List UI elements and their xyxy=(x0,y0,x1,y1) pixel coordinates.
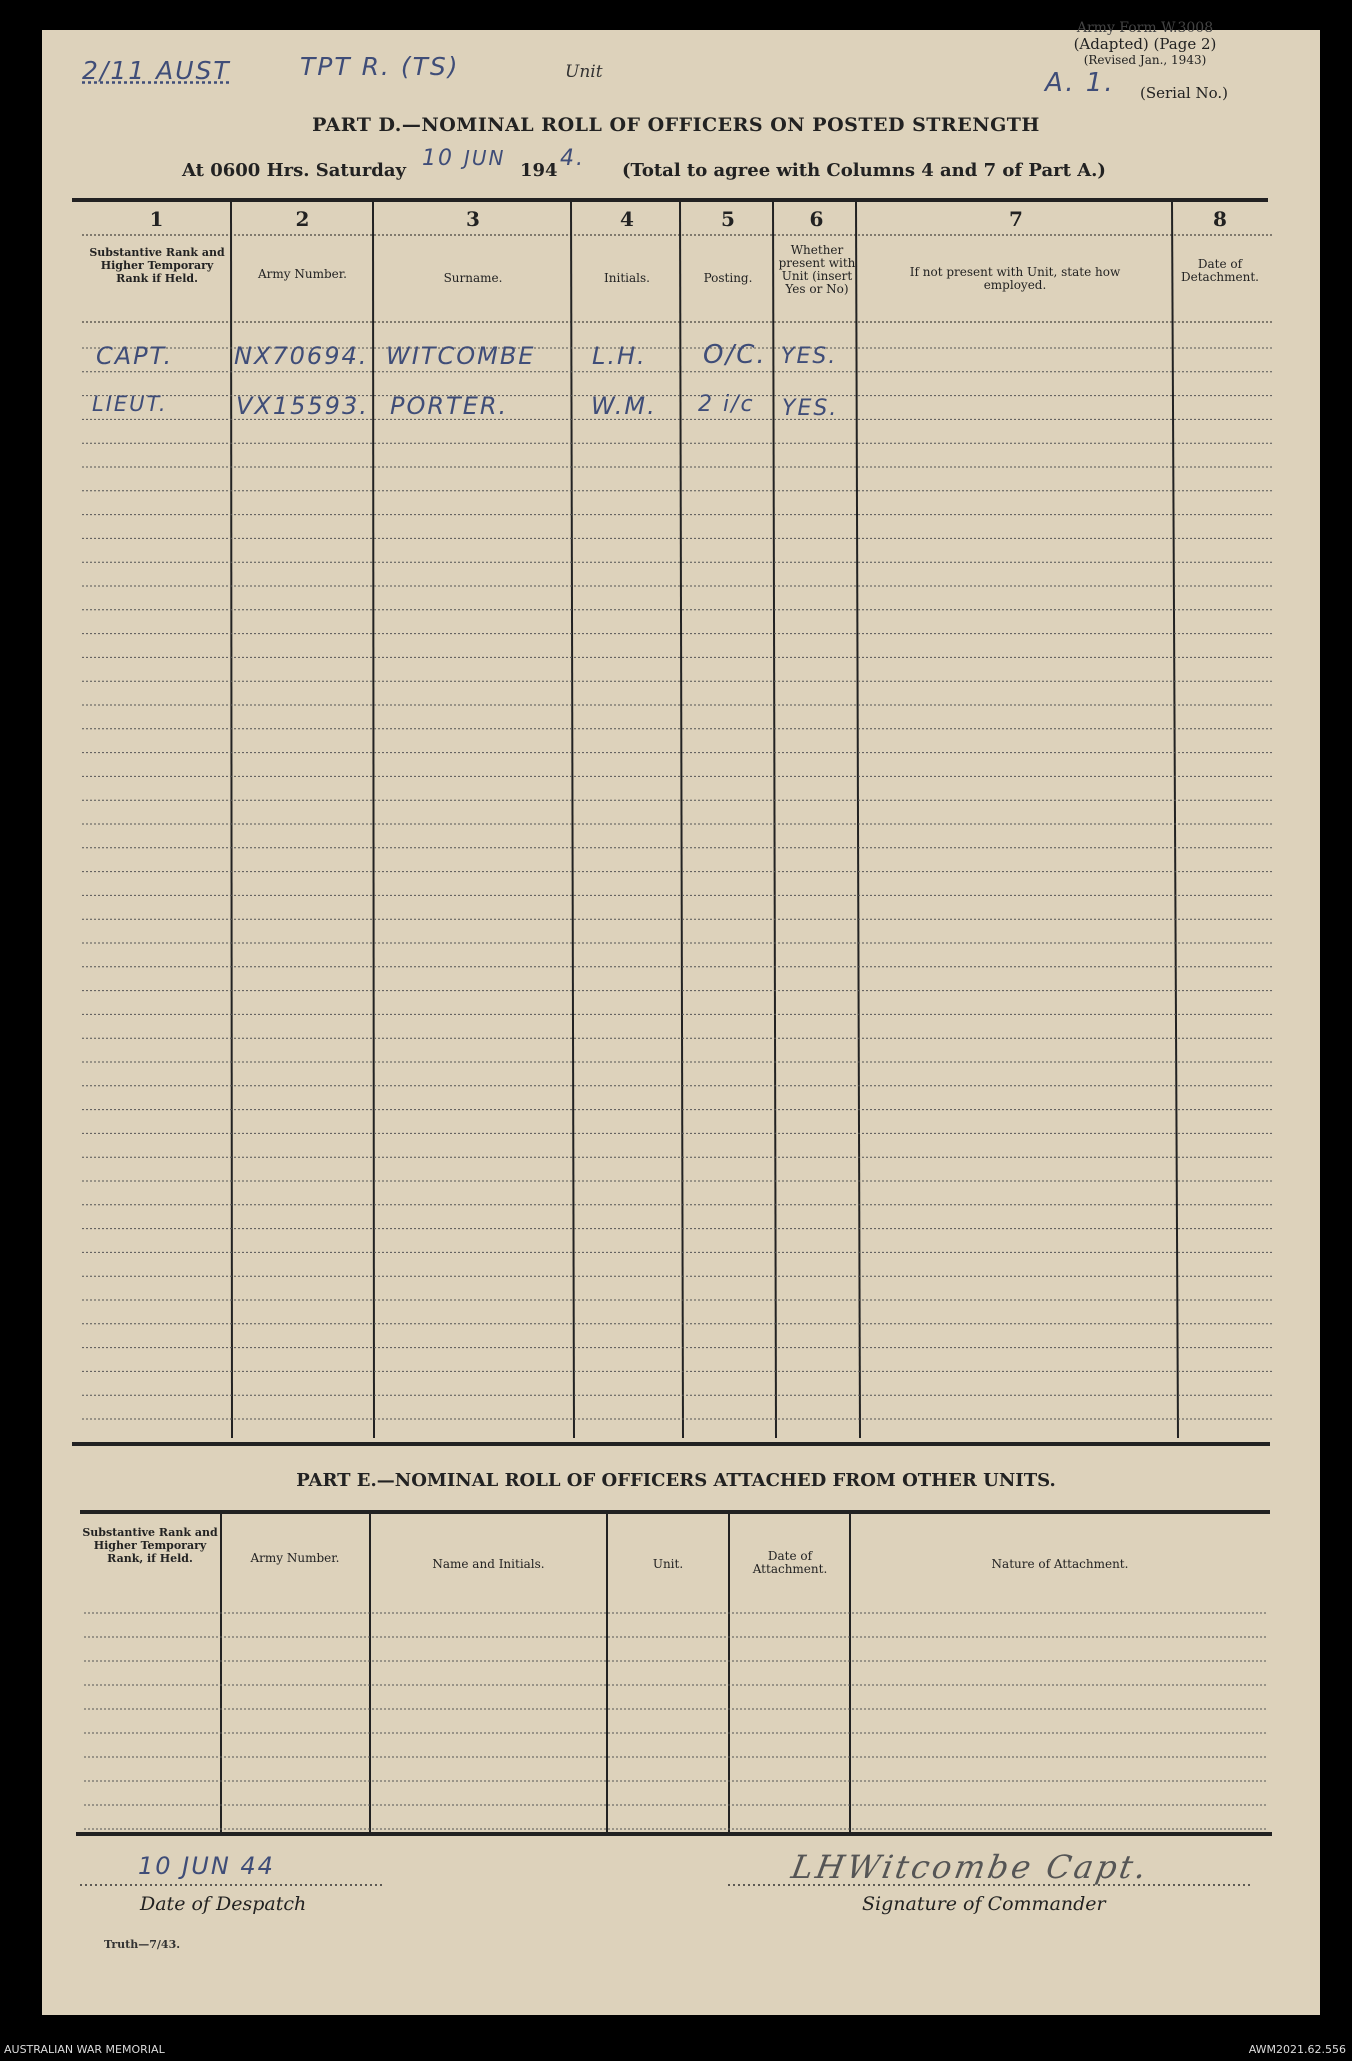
row-2-initials: W.M. xyxy=(591,392,657,420)
row-1-posting: O/C. xyxy=(703,340,767,370)
row-1-surname: WITCOMBE xyxy=(386,342,536,370)
col-2-number: 2 xyxy=(295,207,310,231)
col-6-header: Whether present with Unit (insert Yes or No) xyxy=(778,243,856,296)
col-8-header: Date of Detachment. xyxy=(1181,257,1259,284)
row-1-present: YES. xyxy=(781,344,838,369)
unit-label: Unit xyxy=(565,62,603,82)
date-month: JUN xyxy=(464,146,506,170)
row-2-posting: 2 i/c xyxy=(698,392,755,417)
part-e-col-4-header: Unit. xyxy=(652,1557,684,1571)
row-2-rank: LIEUT. xyxy=(92,392,168,416)
col-7-header: If not present with Unit, state how employed. xyxy=(909,265,1121,292)
form-number: Army Form W.3008 xyxy=(1076,20,1214,36)
row-2-present: YES. xyxy=(782,396,839,421)
signature-label: Signature of Commander xyxy=(862,1893,1106,1915)
col-7-number: 7 xyxy=(1009,207,1023,231)
part-e-col-3-header: Name and Initials. xyxy=(432,1557,545,1571)
despatch-label: Date of Despatch xyxy=(140,1893,307,1915)
date-year-prefix: 194 xyxy=(520,160,558,181)
commander-signature: LHWitcombe Capt. xyxy=(788,1848,1153,1886)
part-d-title: PART D.—NOMINAL ROLL OF OFFICERS ON POSTED STRENGTH xyxy=(312,114,1040,136)
part-e-col-5-header: Date of Attachment. xyxy=(752,1549,828,1576)
part-e-col-2-header: Army Number. xyxy=(250,1551,340,1565)
unit-handwritten-b: TPT R. (TS) xyxy=(300,52,460,81)
col-4-number: 4 xyxy=(620,207,634,231)
col-6-number: 6 xyxy=(809,207,824,231)
archive-reference: AWM2021.62.556 xyxy=(1248,2043,1346,2056)
date-prefix: At 0600 Hrs. Saturday xyxy=(182,160,407,181)
serial-label: (Serial No.) xyxy=(1140,84,1228,102)
part-e-title: PART E.—NOMINAL ROLL OF OFFICERS ATTACHED FROM OTHER UNITS. xyxy=(296,1470,1056,1491)
col-8-number: 8 xyxy=(1213,207,1227,231)
col-1-header: Substantive Rank and Higher Temporary Rank if Held. xyxy=(89,246,225,285)
col-4-header: Initials. xyxy=(604,271,650,285)
row-1-rank: CAPT. xyxy=(96,342,174,370)
despatch-date: 10 JUN 44 xyxy=(138,1852,275,1880)
col-2-header: Army Number. xyxy=(258,267,347,281)
unit-handwritten: 2/11 AUST xyxy=(82,56,231,85)
col-1-number: 1 xyxy=(149,207,164,231)
col-3-number: 3 xyxy=(466,207,480,231)
part-e-col-6-header: Nature of Attachment. xyxy=(991,1557,1129,1571)
date-day: 10 xyxy=(422,146,454,171)
row-2-surname: PORTER. xyxy=(390,392,509,420)
col-3-header: Surname. xyxy=(443,271,503,285)
row-2-army-number: VX15593. xyxy=(236,392,369,420)
serial-handwritten: A. 1. xyxy=(1045,68,1115,98)
form-revised: (Revised Jan., 1943) xyxy=(1083,53,1207,67)
col-5-header: Posting. xyxy=(703,271,753,285)
row-1-initials: L.H. xyxy=(592,342,647,370)
row-1-army-number: NX70694. xyxy=(234,342,369,370)
date-year-suffix: 4. xyxy=(560,146,585,171)
archive-credit: AUSTRALIAN WAR MEMORIAL xyxy=(4,2043,165,2056)
col-5-number: 5 xyxy=(721,207,735,231)
date-note: (Total to agree with Columns 4 and 7 of Part A.) xyxy=(622,160,1106,181)
form-adapted: (Adapted) (Page 2) xyxy=(1073,35,1217,53)
printer-mark: Truth—7/43. xyxy=(104,1938,181,1951)
part-e-col-1-header: Substantive Rank and Higher Temporary Rank, if Held. xyxy=(82,1526,218,1565)
